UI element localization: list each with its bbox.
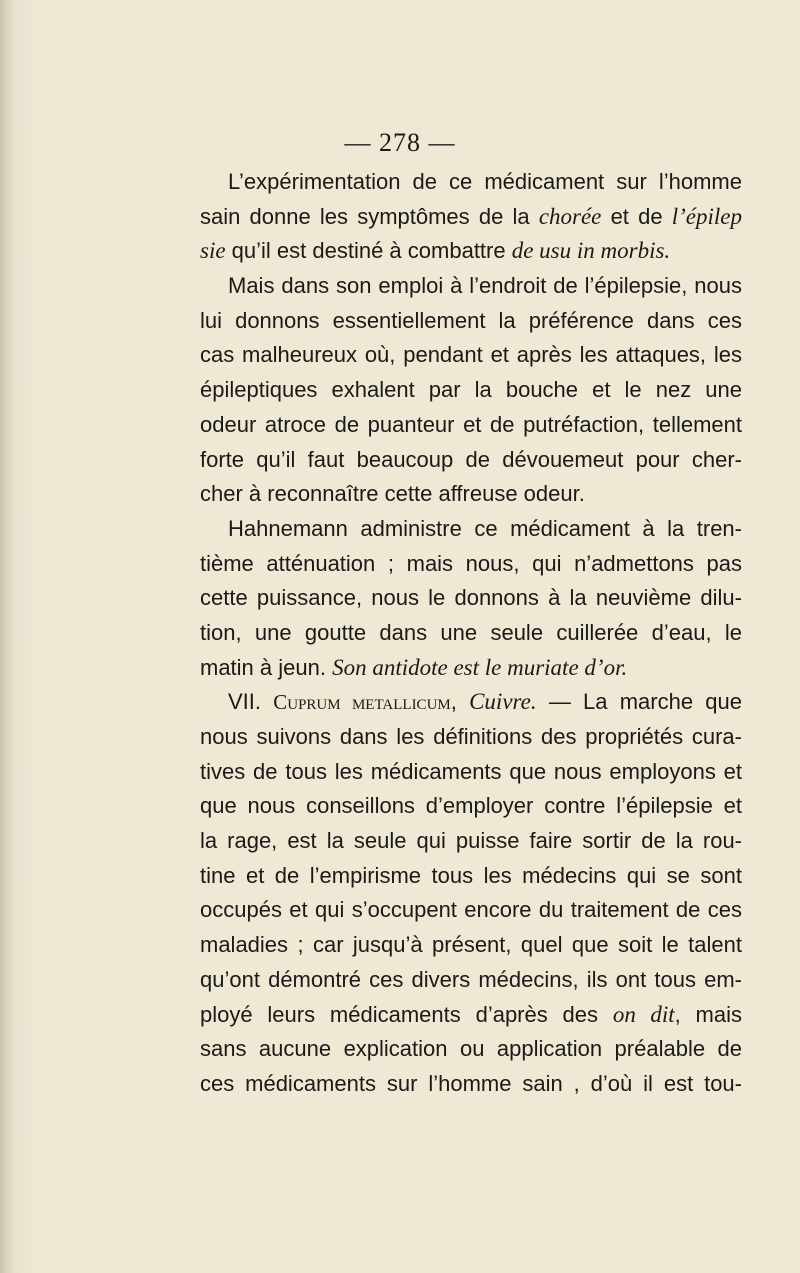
italic-text: de usu in morbis. <box>511 238 671 264</box>
text-line <box>200 408 742 443</box>
line-text: et de <box>601 203 672 229</box>
text-line <box>200 581 742 616</box>
text-line <box>200 720 742 755</box>
page-number: — 278 — <box>344 128 456 157</box>
text-line <box>200 234 742 269</box>
line-text: matin à jeun. <box>200 654 333 680</box>
text-line <box>200 755 742 790</box>
line-text: maladies ; car jusqu’à présent, quel que soit le talent <box>200 932 742 958</box>
line-text: L’expérimentation de ce médicament sur l’homme <box>228 169 742 194</box>
small-caps-text: Cuprum metallicum <box>273 690 451 715</box>
text-line <box>200 200 742 235</box>
text-line <box>200 373 742 408</box>
binding-shadow <box>0 0 14 1273</box>
line-text: Hahnemann administre ce médicament à la tren- <box>228 515 742 541</box>
text-line <box>200 165 742 200</box>
text-line <box>200 893 742 928</box>
body-text <box>200 165 742 1102</box>
italic-text: Cuivre. <box>469 689 537 715</box>
italic-text: on dit <box>612 1001 675 1027</box>
line-text: cette puissance, nous le donnons à la neuvième dilu- <box>200 585 742 611</box>
line-text: occupés et qui s’occupent encore du traitement de ces <box>200 897 742 923</box>
line-text: nous suivons dans les définitions des propriétés cura- <box>200 724 742 749</box>
text-line <box>200 651 742 686</box>
text-line <box>200 477 742 512</box>
text-line <box>200 443 742 478</box>
line-text: tion, une goutte dans une seule cuillerée d’eau, le <box>200 619 742 645</box>
line-text: , mais <box>674 1001 742 1027</box>
line-text: tième atténuation ; mais nous, qui n’admettons pas <box>200 550 742 576</box>
text-line <box>200 1067 742 1102</box>
text-line <box>200 963 742 998</box>
text-line <box>200 789 742 824</box>
line-text: Mais dans son emploi à l’endroit de l’épilepsie, nous <box>228 273 742 299</box>
italic-text: l’épilep <box>671 203 742 229</box>
italic-text: Son antidote est le muriate d’or. <box>332 654 628 680</box>
line-text: sain donne les symptômes de la <box>200 203 539 229</box>
text-line <box>200 998 742 1033</box>
text-line <box>200 616 742 651</box>
line-text: la rage, est la seule qui puisse faire sortir de la rou- <box>200 828 742 854</box>
line-text: ployé leurs médicaments d’après des <box>200 1001 613 1027</box>
line-text: — La marche que <box>536 689 743 715</box>
line-text: tine et de l’empirisme tous les médecins qui se sont <box>200 862 742 888</box>
line-text: ces médicaments sur l’homme sain , d’où il est tou- <box>200 1070 742 1096</box>
line-text: que nous conseillons d’employer contre l’épilepsie et <box>200 793 742 819</box>
text-line <box>200 824 742 859</box>
italic-text: chorée <box>538 203 602 229</box>
text-line <box>200 859 742 894</box>
line-text: , <box>450 689 470 715</box>
text-line <box>200 269 742 304</box>
line-text: sans aucune explication ou application préalable de <box>200 1036 742 1062</box>
line-text: qu’ont démontré ces divers médecins, ils ont tous em- <box>200 966 742 992</box>
text-line <box>200 1032 742 1067</box>
line-text: forte qu’il faut beaucoup de dévouemeut pour cher- <box>200 446 742 472</box>
line-text: cher à reconnaître cette affreuse odeur. <box>200 481 585 507</box>
text-line <box>200 304 742 339</box>
line-text: qu’il est destiné à combattre <box>225 238 512 264</box>
text-line <box>200 512 742 547</box>
line-text: odeur atroce de puanteur et de putréfaction, tellement <box>200 411 742 437</box>
text-line <box>200 338 742 373</box>
text-line <box>200 928 742 963</box>
text-line <box>200 547 742 582</box>
italic-text: sie <box>200 238 226 264</box>
line-text: tives de tous les médicaments que nous employons et <box>200 758 742 784</box>
text-line <box>200 685 742 720</box>
line-text: VII. <box>228 689 274 715</box>
line-text: lui donnons essentiellement la préférence dans ces <box>200 307 742 333</box>
line-text: épileptiques exhalent par la bouche et le nez une <box>200 377 742 403</box>
line-text: cas malheureux où, pendant et après les attaques, les <box>200 342 742 368</box>
